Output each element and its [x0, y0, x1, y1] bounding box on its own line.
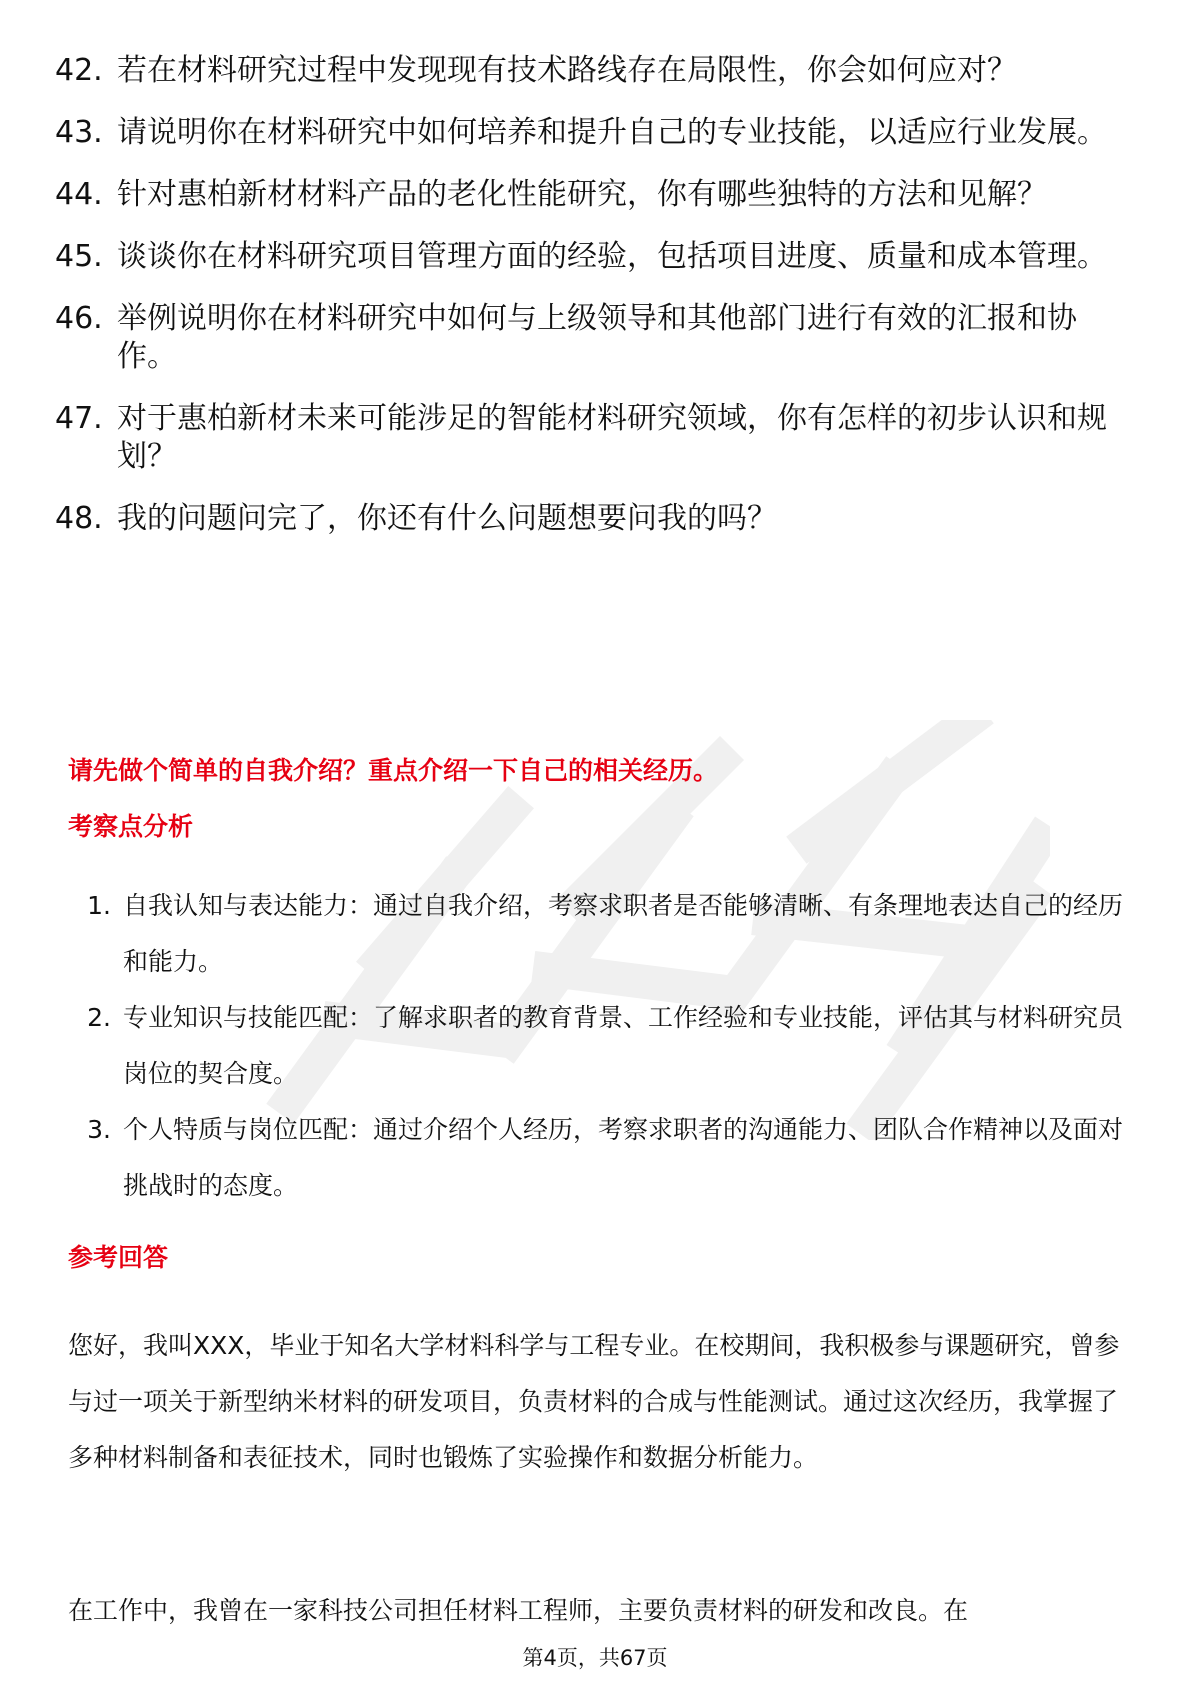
interview-question-heading: 请先做个简单的自我介绍？重点介绍一下自己的相关经历。 — [68, 756, 719, 785]
question-list — [55, 52, 1135, 562]
question-number: 46. — [55, 301, 103, 336]
question-number: 44. — [55, 177, 103, 212]
list-item — [55, 238, 1135, 276]
analysis-text: 专业知识与技能匹配：了解求职者的教育背景、工作经验和专业技能，评估其与材料研究员岗位的契合度。 — [123, 1003, 1124, 1088]
page-footer: 第4页，共67页 — [522, 1646, 668, 1670]
analysis-text: 个人特质与岗位匹配：通过介绍个人经历，考察求职者的沟通能力、团队合作精神以及面对挑战时的态度。 — [123, 1115, 1124, 1200]
question-text: 对于惠柏新材未来可能涉足的智能材料研究领域，你有怎样的初步认识和规划？ — [117, 401, 1107, 474]
question-number: 48. — [55, 501, 103, 536]
list-item — [55, 176, 1135, 214]
question-text: 我的问题问完了，你还有什么问题想要问我的吗？ — [117, 501, 777, 536]
question-number: 45. — [55, 239, 103, 274]
question-number: 43. — [55, 115, 103, 150]
analysis-number: 1. — [87, 891, 111, 920]
answer-heading: 参考回答 — [68, 1243, 169, 1272]
question-number: 47. — [55, 401, 103, 436]
question-number: 42. — [55, 53, 103, 88]
list-item — [68, 878, 1128, 990]
list-item — [55, 114, 1135, 152]
question-text: 若在材料研究过程中发现现有技术路线存在局限性，你会如何应对？ — [117, 53, 1017, 88]
analysis-text: 自我认知与表达能力：通过自我介绍，考察求职者是否能够清晰、有条理地表达自己的经历和能力。 — [123, 891, 1124, 976]
list-item — [68, 1102, 1128, 1214]
question-text: 举例说明你在材料研究中如何与上级领导和其他部门进行有效的汇报和协作。 — [117, 301, 1077, 374]
list-item — [68, 990, 1128, 1102]
list-item — [55, 400, 1135, 476]
question-text: 针对惠柏新材材料产品的老化性能研究，你有哪些独特的方法和见解？ — [117, 177, 1047, 212]
list-item — [55, 500, 1135, 538]
answer-paragraph: 在工作中，我曾在一家科技公司担任材料工程师，主要负责材料的研发和改良。在 — [68, 1596, 969, 1625]
question-text: 请说明你在材料研究中如何培养和提升自己的专业技能，以适应行业发展。 — [117, 115, 1107, 150]
answer-paragraph: 您好，我叫XXX，毕业于知名大学材料科学与工程专业。在校期间，我积极参与课题研究，曾参与过一项关于新型纳米材料的研发项目，负责材料的合成与性能测试。通过这次经历，我掌握了多种材料制备和表征技术，同时也锻炼了实验操作和数据分析能力。 — [68, 1331, 1120, 1472]
question-text: 谈谈你在材料研究项目管理方面的经验，包括项目进度、质量和成本管理。 — [117, 239, 1107, 274]
analysis-number: 3. — [87, 1115, 111, 1144]
analysis-list — [68, 878, 1128, 1214]
analysis-heading: 考察点分析 — [68, 812, 194, 841]
list-item — [55, 300, 1135, 376]
analysis-number: 2. — [87, 1003, 111, 1032]
list-item — [55, 52, 1135, 90]
